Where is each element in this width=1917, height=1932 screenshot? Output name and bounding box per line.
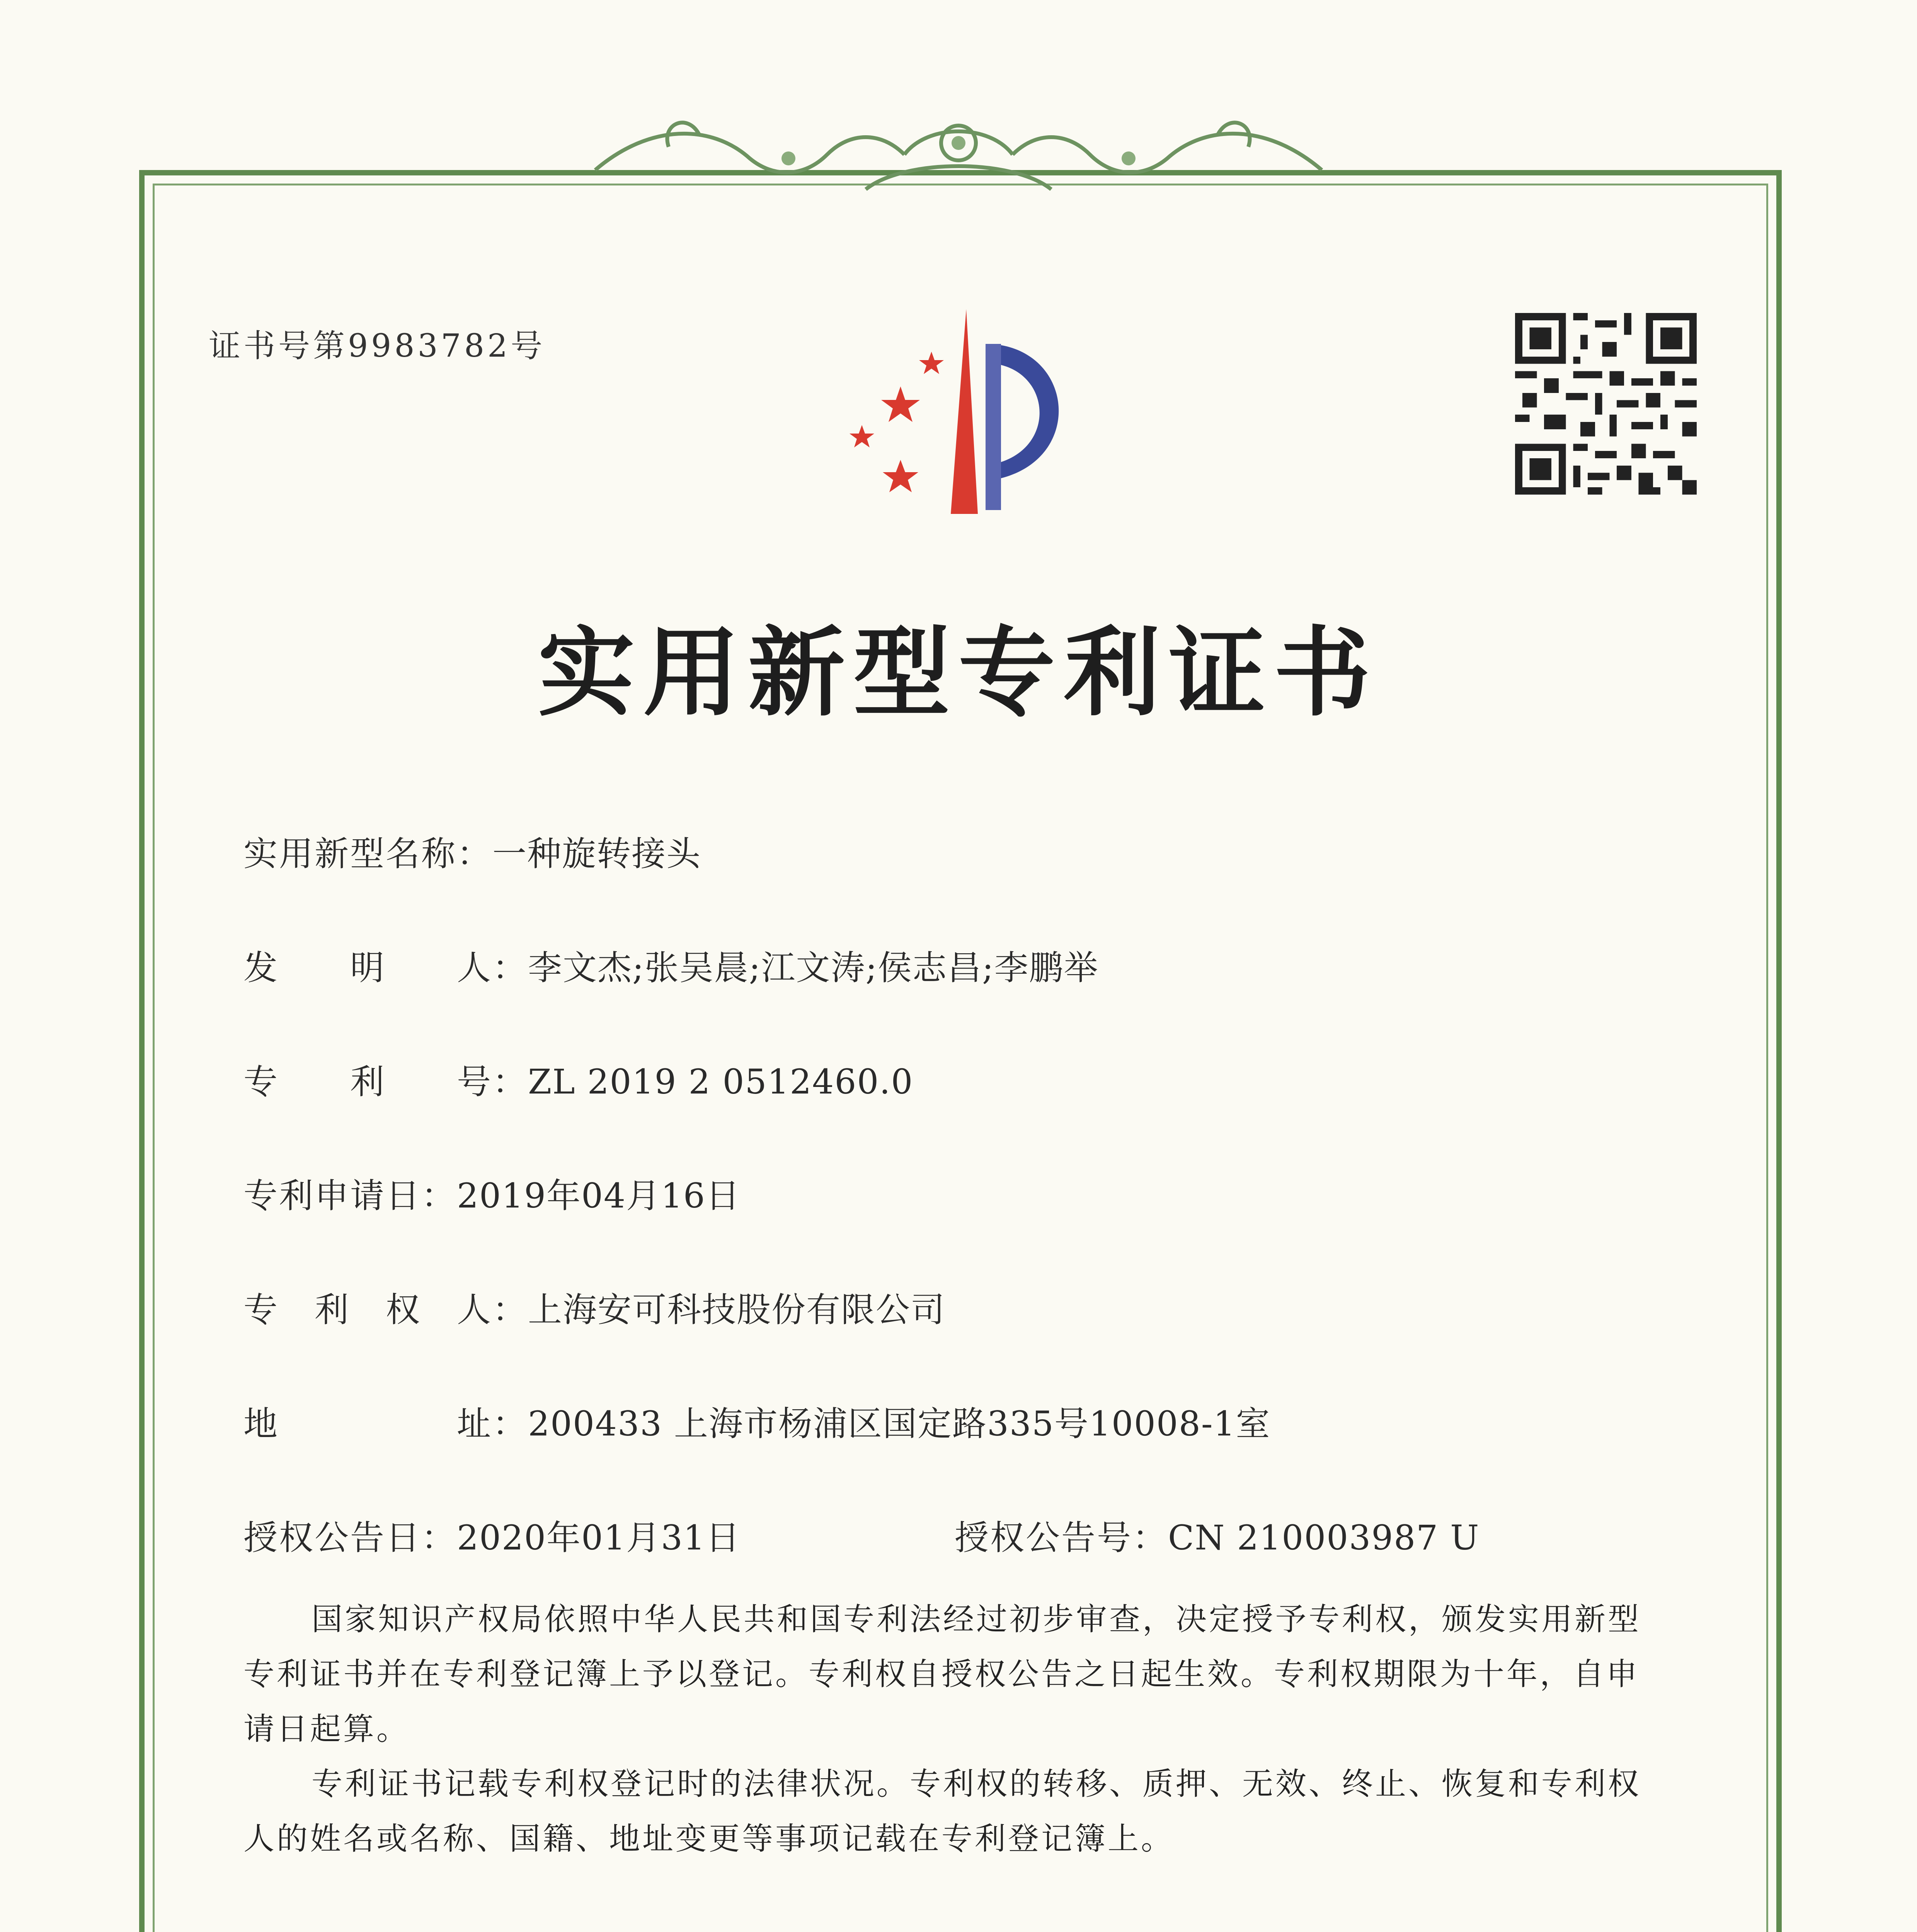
field-patent-number bbox=[243, 1055, 913, 1104]
field-label: 专利申请日： bbox=[243, 1176, 457, 1216]
field-label: 发 明 人： bbox=[243, 948, 528, 988]
certificate-title: 实用新型专利证书 bbox=[538, 616, 1379, 729]
patent-emblem-icon bbox=[804, 298, 1105, 529]
top-ornament-icon bbox=[572, 100, 1345, 213]
qr-code bbox=[1515, 313, 1697, 495]
field-patentee bbox=[243, 1283, 945, 1332]
field-application-date bbox=[243, 1169, 741, 1218]
field-label: 专 利 权 人： bbox=[243, 1290, 528, 1330]
field-label: 专 利 号： bbox=[243, 1062, 528, 1102]
certificate-number: 证书号第9983782号 bbox=[209, 328, 546, 364]
field-grant-date bbox=[243, 1511, 741, 1560]
field-label: 实用新型名称： bbox=[243, 834, 493, 874]
field-label: 授权公告日： bbox=[243, 1518, 457, 1558]
field-value: 200433 上海市杨浦区国定路335号10008-1室 bbox=[528, 1404, 1271, 1444]
field-label: 授权公告号： bbox=[955, 1518, 1168, 1558]
field-value: 一种旋转接头 bbox=[492, 834, 701, 874]
body-paragraph-1: 国家知识产权局依照中华人民共和国专利法经过初步审查，决定授予专利权，颁发实用新型专利证书并在专利登记簿上予以登记。专利权自授权公告之日起生效。专利权期限为十年，自申请日起算。 bbox=[243, 1601, 1641, 1747]
field-value: 2020年01月31日 bbox=[457, 1518, 741, 1558]
field-utility-model-name bbox=[243, 827, 701, 876]
certificate-body-text bbox=[243, 1592, 1654, 1866]
field-value: 2019年04月16日 bbox=[457, 1176, 741, 1216]
body-paragraph-2: 专利证书记载专利权登记时的法律状况。专利权的转移、质押、无效、终止、恢复和专利权人的姓名或名称、国籍、地址变更等事项记载在专利登记簿上。 bbox=[243, 1766, 1641, 1857]
field-inventors bbox=[243, 941, 1099, 990]
field-value: CN 210003987 U bbox=[1168, 1518, 1480, 1558]
field-label: 地 址： bbox=[243, 1404, 528, 1444]
field-value: 李文杰;张吴晨;江文涛;侯志昌;李鹏举 bbox=[528, 948, 1099, 988]
field-value: 上海安可科技股份有限公司 bbox=[528, 1290, 946, 1330]
field-value: ZL 2019 2 0512460.0 bbox=[528, 1062, 914, 1102]
field-announcement-number bbox=[955, 1511, 1479, 1560]
field-address bbox=[243, 1397, 1271, 1446]
